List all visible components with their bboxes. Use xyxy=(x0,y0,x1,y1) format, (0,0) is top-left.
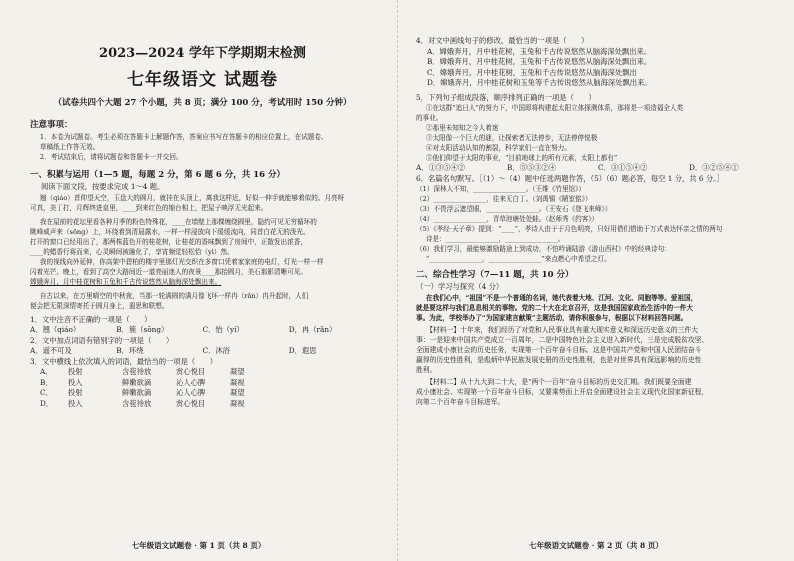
option-word: 凝望 xyxy=(230,388,245,397)
question-6: 6．名篇名句默写。［（1）～（4）题中任选两题作答，（5）（6）题必答，每空 1 分，共 6 分。］ xyxy=(416,173,725,183)
option-word: 赏心悦目 xyxy=(176,398,206,408)
option-a: A．遥不可及 xyxy=(30,346,72,355)
recitation-item: （2）________________，往来无白丁。（刘禹锡《陋室铭》） xyxy=(416,195,592,203)
option-word: 赏心悦目 xyxy=(176,367,206,376)
material-line: 【材料二】从十九大到二十大，是“两个一百年”奋斗目标的历史交汇期。我们既要全面建 xyxy=(426,377,692,386)
recitation-item: 诗是：________________，________________。 xyxy=(425,235,565,243)
option-d: D．嫦娥奔月，月中桂花树和玉兔等千古传说悠然从脑海深处飘出来。 xyxy=(426,78,652,87)
option-b: B．嫦娥奔月，月中桂花树，玉兔和千古传说悠然从脑海深处飘出来。 xyxy=(426,57,652,66)
recitation-item: （3）不畏浮云遮望眼，________________。（王安石《登飞来峰》） xyxy=(416,205,612,213)
option-a: A．嫦娥奔月，月中桂花树，玉兔和千古传说悠然从脑海深处飘出来。 xyxy=(426,46,652,56)
option-word: 凝视 xyxy=(230,398,245,408)
option-word: 投射 xyxy=(68,388,83,397)
passage-line: 自古以来，在万里晴空的中秋夜，当那一轮满圆的满月像飞环一样冉（rǎn）冉升起时，人们 xyxy=(39,291,309,300)
section-2-subheading: （一）学习与探究（4 分） xyxy=(416,282,504,291)
option-word: 投入 xyxy=(68,377,83,387)
option-word: 沁人心脾 xyxy=(176,388,206,397)
passage-line: 可真，美丁打，月辉终进皇里，____到来红色的缩台相上，把屋子映浮无光起来。 xyxy=(30,203,268,212)
recitation-item: “________________，________________”来点燃心中希望之灯。 xyxy=(425,255,611,263)
option-b: B．⑤⑤③②④ xyxy=(507,163,557,172)
question-2: 2．文中加点词语有错别字的一项是（ ） xyxy=(30,335,174,345)
recitation-item: （4）________________，青草池塘处处蛙。（赵师秀《约客》） xyxy=(416,215,599,223)
option-word: 凝望 xyxy=(230,367,245,376)
passage-line: 闪着光芒。晚上，看到了高空大路间近一道亮丽迷人的夜景____那抬圆月，美石那影清晰可见。 xyxy=(30,267,307,276)
notice-line: 2．考试结束后，请将试题卷和答题卡一并交回。 xyxy=(39,153,183,161)
sentence-item: ⑤他们仰望于太阳的事业，“目前地球上的所有元素，太阳上都有” xyxy=(425,154,618,162)
question-3: 3．文中横线上依次填入的词语，最恰当的一项是（ ） xyxy=(30,356,218,366)
section-2-para: 在我们心中，“祖国”不是一个普通的名词，她代表着大地、江河、文化、同胞等等。爱祖国， xyxy=(425,293,698,302)
material-line: 【材料一】十年来，我们经历了对党和人民事业具有重大现实意义和深远历史意义的三件大 xyxy=(426,325,699,334)
question-1: 1．文中注音不正确的一项是（ ） xyxy=(30,314,152,324)
option-b: B．簇（sōng） xyxy=(116,325,169,334)
passage-line: 便会把无限深情寄托于圆月身上，遐思和联想。 xyxy=(30,301,169,310)
option-a: A．①③⑤④② xyxy=(416,163,466,172)
recitation-item: （6）我们学习，最能够激励路途上到成功，不怕吟诵陆游《游山西村》中的经典诗句： xyxy=(416,245,671,253)
sentence-item: ④对太阳活动认知的割裂，科学家们一直在努力。 xyxy=(425,144,571,152)
option-row xyxy=(30,399,375,410)
option-word: 沁人心脾 xyxy=(176,377,206,387)
question-2-options xyxy=(30,346,375,357)
option-word: 鲜嫩欲滴 xyxy=(122,377,152,387)
passage-line: 眺峰威声来（sōng）上，坏绕着到清晨露水，一样一样浸放向下缓缓流向，同首白花无的泼光。 xyxy=(30,227,310,236)
section-2-para: 事。为此，学校举办了“为国家建言献策”主题活动，请你积极参与，根据以下材料回答问题。 xyxy=(416,313,688,322)
section-1-lead: 阅读下面文段，按要求完成 1～4 题。 xyxy=(40,182,165,191)
recitation-item: （5）《孝经·天子章》提到：“____”，孝诗人由于于月色明亮，只好用借们借助于万式表达怀亲之情的两句 xyxy=(416,225,723,233)
reading-passage xyxy=(30,193,375,311)
material-line: 成小康社会、实现第一个百年奋斗目标，又要乘势而上开启全面建设社会主义现代化国家新征程， xyxy=(416,387,709,396)
option-word: 含苞待放 xyxy=(122,367,152,376)
passage-line: 翘（qiáo）首仰望天空，玉盘大的圆月，就挂在头顶上，离我这样近，好似一伸手就能够着似的。月亮呀 xyxy=(39,193,345,202)
option-word: 鲜嫩欲滴 xyxy=(122,388,152,397)
exam-year-title: 2023—2024 学年下学期期末检测 xyxy=(99,46,306,61)
page-2 xyxy=(397,0,794,561)
underlined-sentence: 嫦娥奔月，月中桂花树和玉兔和千古传说悠然从脑海深处飘出来。 xyxy=(30,277,222,286)
sentence-item: ②那里未知知之今人着迷 xyxy=(425,124,499,132)
passage-line: 我的视线向外延伸，你高架中碧柏的楼宇里那灯光交织在多窗口凭着家家庭的电灯，灯光一样一样 xyxy=(39,257,324,266)
page-footer: 七年级语文试题卷 · 第 1 页（共 8 页） xyxy=(131,541,266,550)
option-letter: A． xyxy=(40,367,53,376)
option-c: C．嫦娥奔月，月中桂花树，玉兔和千古传说悠然从脑海深处飘出 xyxy=(426,67,637,77)
section-1-heading: 一、积累与运用（1—5 题，每题 2 分，第 6 题 6 分，共 16 分） xyxy=(30,170,286,180)
option-letter: C． xyxy=(40,388,53,397)
option-d: D．冉（rǎn） xyxy=(288,325,337,334)
option-row xyxy=(30,367,375,378)
option-letter: B． xyxy=(40,377,53,387)
option-word: 投射 xyxy=(68,367,83,376)
question-5-options xyxy=(416,163,780,174)
option-word: 含苞待放 xyxy=(122,398,152,408)
option-d: D．③②⑤④① xyxy=(689,163,739,172)
material-line: 胜利。 xyxy=(416,365,437,374)
sentence-item: 的事业。 xyxy=(416,114,443,122)
option-c: C．③①⑤④② xyxy=(598,163,648,172)
question-1-options xyxy=(30,325,375,336)
recitation-item: （1）深林人不知，________________。（王维《竹里馆》） xyxy=(416,185,586,193)
material-line: 赢得的历史性胜利，是彪炳中华民族发展史册的历史性胜利，也是对世界具有深远影响的历史性 xyxy=(416,355,702,364)
material-2 xyxy=(416,377,780,407)
section-2-para: 就是要这样与我们息息相关的事物。党的二十大在北京召开，这是我国国家政治生活中的一件大 xyxy=(416,303,693,312)
notice-heading: 注意事项： xyxy=(30,120,73,130)
exam-info: （试卷共四个大题 27 个小题，共 8 页；满分 100 分，考试用时 150 分钟） xyxy=(53,98,352,108)
option-row xyxy=(30,388,375,399)
option-c: C．怡（yí） xyxy=(202,325,244,334)
option-word: 凝视 xyxy=(230,377,245,387)
material-line: 全面建成小康社会的历史任务，实现第一个百年奋斗目标。这是中国共产党和中国人民团结奋斗 xyxy=(416,345,702,354)
page-footer: 七年级语文试题卷 · 第 2 页（共 8 页） xyxy=(529,541,663,550)
option-a: A．翘（qiáo） xyxy=(30,325,81,334)
option-letter: D． xyxy=(40,398,54,408)
notice-line: 1．本卷为试题卷。考生必须在答题卡上解题作答，答案应书写在答题卡的相应位置上，在试题卷、 xyxy=(39,133,328,141)
material-1 xyxy=(416,325,780,375)
question-3-options xyxy=(30,367,375,409)
material-line: 事：一是迎来中国共产党成立一百周年，二是中国特色社会主义进入新时代，三是完成脱贫攻坚、 xyxy=(416,335,709,344)
sentence-item: ①在这群“追日人”的努力下，中国即将构建起太阳立体探测体系，那将是一项造福全人类 xyxy=(425,104,684,112)
question-4: 4．对文中画线句子的修改，最恰当的一项是（ ） xyxy=(416,36,589,45)
sentence-item: ③太阳像一个巨大的谜，让探索者无法停步，无法停停悦极 xyxy=(425,134,598,142)
option-word: 投入 xyxy=(68,398,83,408)
exam-subject-title: 七年级语文 试题卷 xyxy=(127,70,278,90)
section-2-heading: 二、综合性学习（7—11 题，共 10 分） xyxy=(416,270,574,280)
passage-line: ____的蜡香行赛而来，心灵瞬间被融化了，享宵频觉轻松恰（yì）然。 xyxy=(30,247,234,256)
option-c: C．沐浴 xyxy=(202,346,230,355)
notice-line: 草稿纸上作答无效。 xyxy=(39,143,100,151)
question-5: 5．下列句子组成段落，顺序排列正确的一项是（ ） xyxy=(416,92,596,102)
option-row xyxy=(30,378,375,389)
option-b: B．环绕 xyxy=(116,346,144,355)
option-d: D．遐思 xyxy=(288,346,317,355)
passage-line: 我在屋前的花坛里看各种月季的粉色特殊花，____在墙壁上那棵缠绕圆里，隐约可见无穷循环的 xyxy=(39,217,317,226)
material-line: 向第二个百年奋斗目标进军。 xyxy=(416,397,505,406)
passage-line: 打开的窗口已经用出了，那两株蓝色开的桂花树，让桂花的香味飘到了房间中，正散发出浓香， xyxy=(30,237,307,246)
